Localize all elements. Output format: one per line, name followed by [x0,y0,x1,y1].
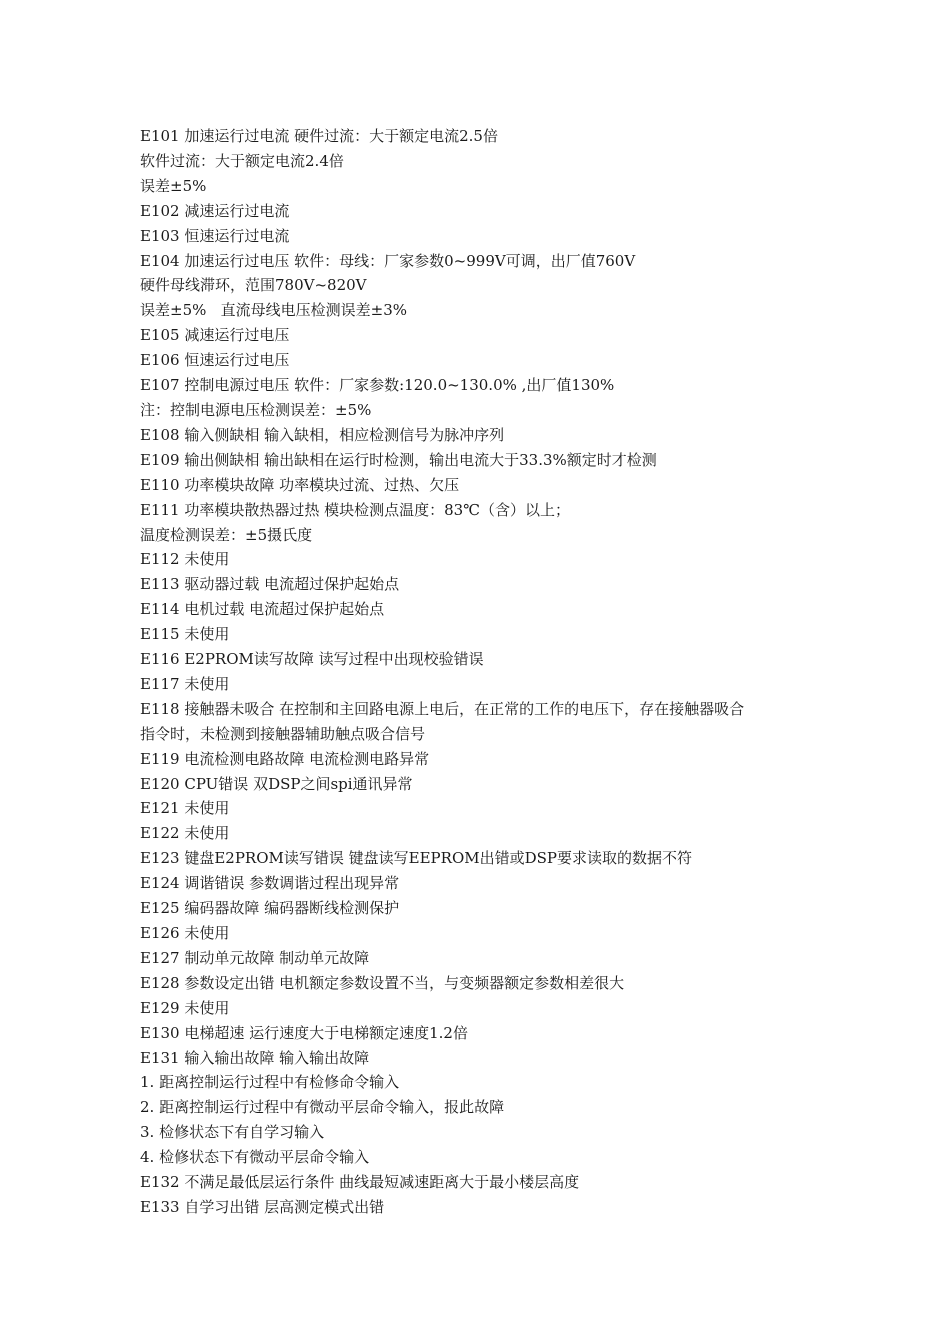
text-line: 误差±5% [140,176,207,195]
text-line: E102 减速运行过电流 [140,201,290,220]
text-line: E103 恒速运行过电流 [140,226,290,245]
text-line: E113 驱动器过载 电流超过保护起始点 [140,575,400,594]
text-line: E101 加速运行过电流 硬件过流：大于额定电流2.5倍 [140,127,498,145]
text-line: E120 CPU错误 双DSP之间spi通讯异常 [140,774,413,793]
text-line: E112 未使用 [140,550,230,569]
text-line: E119 电流检测电路故障 电流检测电路异常 [140,749,430,768]
text-line: E106 恒速运行过电压 [140,351,290,370]
text-line: E127 制动单元故障 制动单元故障 [140,948,370,967]
text-line: E109 输出侧缺相 输出缺相在运行时检测，输出电流大于33.3%额定时才检测 [140,450,657,469]
text-line: E125 编码器故障 编码器断线检测保护 [140,899,400,918]
text-line: E128 参数设定出错 电机额定参数设置不当，与变频器额定参数相差很大 [140,973,625,992]
text-line: 软件过流：大于额定电流2.4倍 [140,151,344,170]
text-line: E132 不满足最低层运行条件 曲线最短减速距离大于最小楼层高度 [140,1173,580,1192]
text-line: E123 键盘E2PROM读写错误 键盘读写EEPROM出错或DSP要求读取的数据不符 [140,849,692,868]
text-line: 注：控制电源电压检测误差：±5% [140,400,372,419]
text-line: E129 未使用 [140,998,230,1017]
text-line: E107 控制电源过电压 软件：厂家参数:120.0~130.0% ,出厂值130% [140,376,615,395]
text-line: E116 E2PROM读写故障 读写过程中出现校验错误 [140,650,484,669]
document-body [140,124,830,1220]
text-line: E110 功率模块故障 功率模块过流、过热、欠压 [140,475,460,494]
text-line: 硬件母线滞环，范围780V~820V [140,276,367,295]
text-line: E111 功率模块散热器过热 模块检测点温度：83℃（含）以上； [140,500,570,519]
text-line: 4. 检修状态下有微动平层命令输入 [140,1148,370,1167]
text-line: E108 输入侧缺相 输入缺相，相应检测信号为脉冲序列 [140,425,505,444]
text-line: 温度检测误差：±5摄氏度 [140,525,313,544]
text-line: E122 未使用 [140,824,230,843]
text-line: E121 未使用 [140,799,230,818]
text-line: E105 减速运行过电压 [140,326,290,345]
text-line: E114 电机过载 电流超过保护起始点 [140,600,385,619]
text-line: E117 未使用 [140,674,230,693]
text-line: 误差±5% 直流母线电压检测误差±3% [140,301,408,320]
text-line: E124 调谐错误 参数调谐过程出现异常 [140,874,400,893]
text-line: E115 未使用 [140,625,230,644]
text-line: E104 加速运行过电压 软件：母线：厂家参数0~999V可调，出厂值760V [140,251,636,270]
text-line: E131 输入输出故障 输入输出故障 [140,1048,370,1067]
text-line: E133 自学习出错 层高测定模式出错 [140,1197,385,1216]
text-line: 3. 检修状态下有自学习输入 [140,1123,325,1142]
text-line: E118 接触器未吸合 在控制和主回路电源上电后，在正常的工作的电压下，存在接触器吸合 [140,699,745,718]
text-line: E126 未使用 [140,924,230,942]
text-line: 1. 距离控制运行过程中有检修命令输入 [140,1073,400,1092]
text-line: E130 电梯超速 运行速度大于电梯额定速度1.2倍 [140,1023,468,1042]
text-line: 指令时，未检测到接触器辅助触点吸合信号 [140,724,426,743]
text-line: 2. 距离控制运行过程中有微动平层命令输入，报此故障 [140,1098,505,1117]
